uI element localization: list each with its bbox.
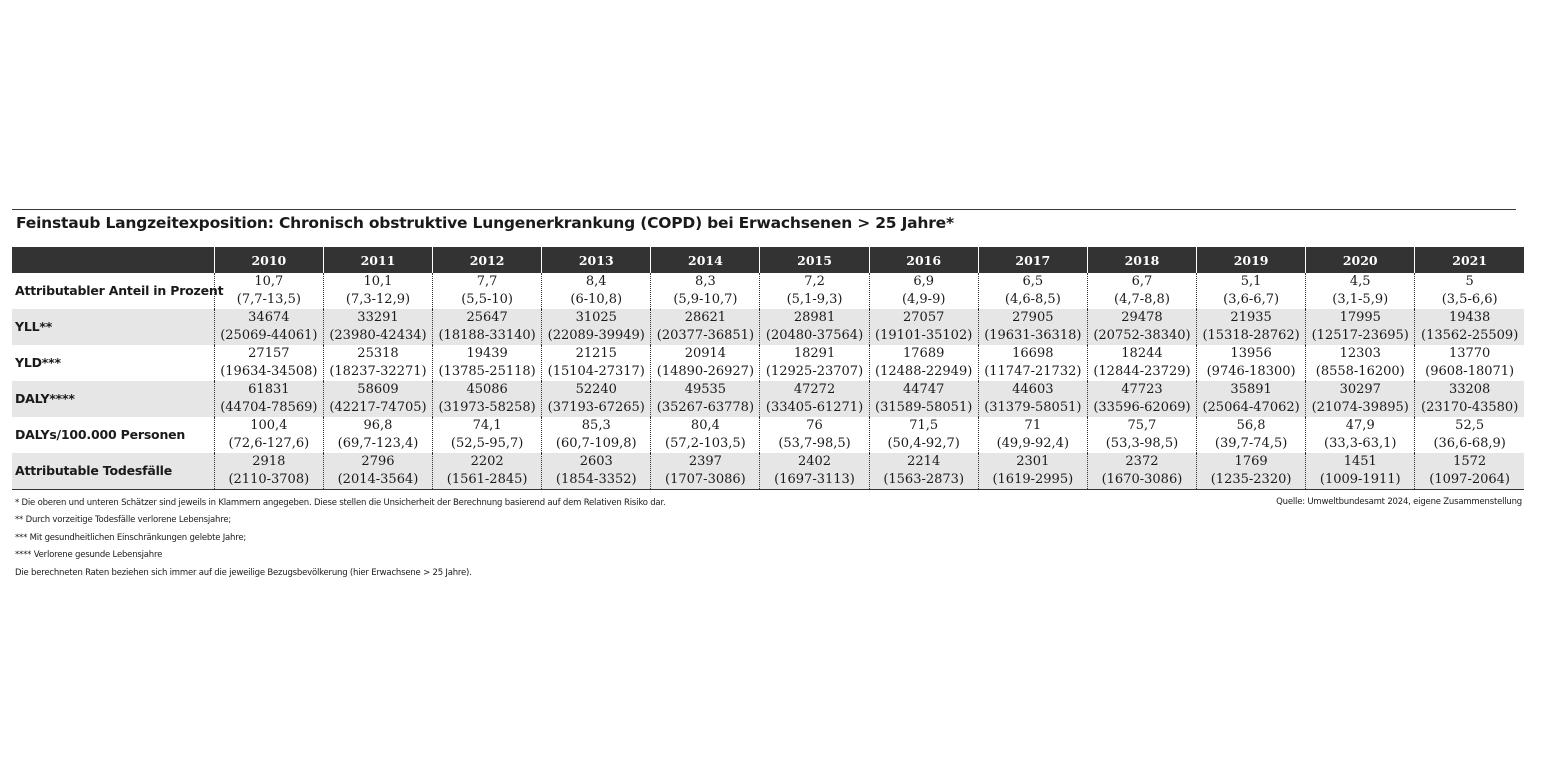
data-cell [651,345,760,381]
cell-value: 6,9 [913,274,935,289]
cell-range: (3,6-6,7) [1223,292,1280,307]
cell-range: (1697-3113) [774,472,855,487]
cell-value: 6,5 [1022,274,1044,289]
data-cell [651,309,760,345]
table-row [12,453,1524,490]
year-header: 2015 [760,247,869,273]
year-header: 2017 [978,247,1087,273]
cell-value: 2301 [1016,454,1050,469]
data-cell [1197,345,1306,381]
cell-range: (1097-2064) [1429,472,1511,487]
data-cell [1415,453,1524,490]
cell-value: 49535 [684,382,727,397]
cell-range: (33596-62069) [1093,400,1191,415]
data-cell [869,309,978,345]
cell-value: 19439 [466,346,508,361]
cell-value: 28621 [684,310,727,325]
cell-range: (21074-39895) [1311,400,1409,415]
data-cell [542,417,651,453]
cell-value: 4,5 [1349,274,1371,289]
cell-value: 47723 [1121,382,1163,397]
row-label: Attributable Todesfälle [12,453,214,490]
footnote-uncertainty: * Die oberen und unteren Schätzer sind jeweils in Klammern angegeben. Diese stellen die Unsicherheit der Berechnung basierend auf dem Relativen Risiko dar. [15,498,666,508]
data-cell [214,453,323,490]
data-cell [978,345,1087,381]
top-rule [12,209,1516,210]
cell-range: (9746-18300) [1206,364,1296,379]
cell-range: (19101-35102) [875,328,973,343]
cell-value: 21215 [575,346,617,361]
footnote-yld: *** Mit gesundheitlichen Einschränkungen gelebte Jahre; [15,533,247,543]
cell-value: 7,7 [476,274,498,289]
cell-range: (19631-36318) [984,328,1082,343]
cell-range: (9608-18071) [1425,364,1515,379]
data-cell [760,453,869,490]
cell-range: (31973-58258) [438,400,536,415]
data-cell [1415,309,1524,345]
cell-value: 18291 [793,346,836,361]
cell-range: (22089-39949) [547,328,645,343]
cell-value: 1769 [1234,454,1268,469]
data-cell [1197,381,1306,417]
year-header: 2010 [214,247,323,273]
cell-value: 2918 [252,454,286,469]
cell-value: 58609 [357,382,399,397]
table-row [12,417,1524,453]
cell-value: 31025 [575,310,617,325]
cell-value: 2796 [361,454,395,469]
cell-range: (6-10,8) [570,292,623,307]
cell-range: (18237-32271) [329,364,427,379]
data-cell [1306,345,1415,381]
year-header: 2016 [869,247,978,273]
cell-value: 47272 [793,382,836,397]
cell-range: (44704-78569) [220,400,318,415]
data-cell [869,381,978,417]
cell-value: 6,7 [1131,274,1153,289]
cell-value: 27157 [248,346,290,361]
cell-range: (12925-23707) [765,364,864,379]
cell-range: (1854-3352) [555,472,637,487]
cell-value: 7,2 [804,274,825,289]
cell-value: 34674 [248,310,290,325]
cell-range: (36,6-68,9) [1433,436,1506,451]
data-cell [323,273,432,309]
data-cell [542,381,651,417]
year-header: 2018 [1087,247,1196,273]
data-cell [1415,381,1524,417]
data-cell [323,345,432,381]
cell-value: 1451 [1343,454,1377,469]
cell-value: 5 [1465,274,1474,289]
data-cell [1306,309,1415,345]
cell-value: 71 [1024,418,1042,433]
cell-value: 2372 [1125,454,1159,469]
cell-value: 71,5 [909,418,939,433]
data-cell [433,309,542,345]
data-cell [1087,453,1196,490]
data-cell [869,417,978,453]
footnote-yll: ** Durch vorzeitige Todesfälle verlorene Lebensjahre; [15,515,232,525]
cell-range: (2110-3708) [228,472,310,487]
data-cell [1306,453,1415,490]
cell-value: 27905 [1012,310,1054,325]
row-label: YLL** [12,309,214,345]
data-cell [323,381,432,417]
data-cell [869,273,978,309]
cell-range: (42217-74705) [329,400,427,415]
cell-value: 10,7 [254,274,284,289]
cell-value: 25647 [466,310,508,325]
footnote-rates: Die berechneten Raten beziehen sich immer auf die jeweilige Bezugsbevölkerung (hier Erwachsene > 25 Jahre). [15,568,472,578]
data-cell [1087,345,1196,381]
cell-value: 16698 [1012,346,1054,361]
table-title: Feinstaub Langzeitexposition: Chronisch obstruktive Lungenerkrankung (COPD) bei Erwachsenen > 25 Jahre* [16,214,954,232]
cell-range: (7,3-12,9) [345,292,411,307]
cell-range: (15318-28762) [1202,328,1300,343]
cell-value: 20914 [684,346,727,361]
cell-value: 2214 [907,454,941,469]
cell-range: (13785-25118) [438,364,536,379]
data-cell [760,417,869,453]
cell-range: (57,2-103,5) [665,436,746,451]
data-cell [1306,273,1415,309]
cell-range: (18188-33140) [438,328,536,343]
cell-value: 2202 [470,454,504,469]
year-header: 2020 [1306,247,1415,273]
cell-value: 52240 [575,382,617,397]
data-cell [433,453,542,490]
cell-range: (53,3-98,5) [1105,436,1179,451]
cell-value: 35891 [1230,382,1272,397]
data-cell [323,309,432,345]
data-cell [433,345,542,381]
data-cell [760,273,869,309]
cell-value: 25318 [357,346,399,361]
cell-value: 44603 [1012,382,1054,397]
cell-range: (11747-21732) [984,364,1082,379]
cell-range: (35267-63778) [656,400,755,415]
cell-range: (1009-1911) [1319,472,1401,487]
cell-range: (12488-22949) [875,364,973,379]
data-cell [869,453,978,490]
cell-range: (31589-58051) [875,400,973,415]
cell-range: (3,5-6,6) [1441,292,1498,307]
cell-range: (4,6-8,5) [1004,292,1061,307]
cell-range: (1235-2320) [1210,472,1292,487]
cell-value: 19438 [1448,310,1491,325]
cell-range: (31379-58051) [984,400,1082,415]
data-cell [433,381,542,417]
cell-value: 10,1 [363,274,393,289]
cell-value: 17995 [1339,310,1381,325]
data-cell [214,309,323,345]
cell-range: (20377-36851) [656,328,755,343]
cell-range: (20480-37564) [765,328,864,343]
data-cell [651,417,760,453]
data-cell [1415,345,1524,381]
cell-value: 74,1 [472,418,502,433]
cell-range: (23170-43580) [1421,400,1519,415]
data-cell [542,453,651,490]
cell-range: (19634-34508) [220,364,318,379]
data-cell [651,381,760,417]
data-cell [978,309,1087,345]
cell-range: (33,3-63,1) [1324,436,1397,451]
cell-value: 47,9 [1345,418,1375,433]
data-cell [433,273,542,309]
data-cell [1306,417,1415,453]
cell-value: 61831 [248,382,290,397]
cell-value: 2397 [688,454,722,469]
cell-range: (5,9-10,7) [673,292,738,307]
cell-value: 2402 [797,454,832,469]
cell-range: (1561-2845) [446,472,528,487]
cell-range: (1563-2873) [883,472,965,487]
cell-range: (13562-25509) [1421,328,1519,343]
year-header: 2019 [1197,247,1306,273]
data-cell [323,453,432,490]
cell-value: 5,1 [1240,274,1262,289]
year-header: 2011 [323,247,432,273]
cell-value: 29478 [1121,310,1163,325]
data-cell [542,273,651,309]
year-header: 2021 [1415,247,1524,273]
cell-range: (20752-38340) [1093,328,1191,343]
cell-value: 85,3 [581,418,611,433]
cell-range: (60,7-109,8) [555,436,637,451]
data-cell [978,453,1087,490]
data-cell [651,453,760,490]
data-cell [1087,273,1196,309]
data-cell [323,417,432,453]
cell-range: (72,6-127,6) [228,436,310,451]
table-row [12,273,1524,309]
cell-range: (39,7-74,5) [1214,436,1288,451]
row-label: YLD*** [15,355,61,370]
header-row [12,247,1524,273]
table-row [12,381,1524,417]
cell-range: (1707-3086) [665,472,746,487]
cell-value: 21935 [1230,310,1272,325]
cell-range: (69,7-123,4) [337,436,419,451]
cell-value: 28981 [793,310,836,325]
data-cell [1087,309,1196,345]
data-cell [760,381,869,417]
cell-value: 8,3 [695,274,716,289]
data-cell [542,345,651,381]
cell-value: 76 [806,418,823,433]
year-header: 2013 [542,247,651,273]
cell-range: (5,5-10) [461,292,513,307]
cell-value: 75,7 [1127,418,1157,433]
cell-range: (15104-27317) [547,364,645,379]
data-cell [433,417,542,453]
year-header: 2014 [651,247,760,273]
cell-value: 44747 [903,382,945,397]
cell-range: (5,1-9,3) [786,292,843,307]
cell-range: (14890-26927) [656,364,755,379]
data-cell [978,273,1087,309]
cell-range: (37193-67265) [547,400,645,415]
cell-value: 2603 [579,454,613,469]
cell-range: (12844-23729) [1093,364,1191,379]
data-cell [1197,453,1306,490]
row-label: DALY**** [12,381,214,417]
cell-range: (4,7-8,8) [1114,292,1170,307]
data-cell [1415,273,1524,309]
cell-value: 18244 [1121,346,1163,361]
cell-value: 12303 [1339,346,1381,361]
header-corner [12,247,214,273]
data-cell [760,309,869,345]
cell-range: (3,1-5,9) [1332,292,1389,307]
data-cell [978,381,1087,417]
cell-range: (4,9-9) [901,292,946,307]
cell-value: 8,4 [585,274,607,289]
cell-value: 13770 [1448,346,1491,361]
cell-range: (8558-16200) [1315,364,1405,379]
data-cell [214,417,323,453]
data-cell [214,273,323,309]
data-cell [760,345,869,381]
data-cell [214,345,323,381]
data-cell [542,309,651,345]
cell-value: 100,4 [250,418,288,433]
cell-range: (2014-3564) [337,472,419,487]
data-cell [1087,381,1196,417]
table-row [12,345,1524,381]
cell-value: 96,8 [363,418,393,433]
cell-value: 27057 [903,310,945,325]
cell-range: (52,5-95,7) [450,436,524,451]
data-cell [869,345,978,381]
cell-range: (49,9-92,4) [996,436,1070,451]
cell-value: 13956 [1230,346,1272,361]
cell-value: 33208 [1448,382,1491,397]
data-cell [1197,273,1306,309]
cell-range: (23980-42434) [329,328,427,343]
copd-table [12,247,1524,490]
data-cell [651,273,760,309]
cell-range: (12517-23695) [1311,328,1409,343]
data-cell [1306,381,1415,417]
cell-value: 30297 [1339,382,1381,397]
cell-value: 80,4 [690,418,720,433]
data-cell [1415,417,1524,453]
data-cell [214,381,323,417]
cell-range: (7,7-13,5) [236,292,301,307]
cell-value: 52,5 [1455,418,1485,433]
cell-value: 33291 [357,310,399,325]
cell-value: 17689 [903,346,945,361]
footnote-daly: **** Verlorene gesunde Lebensjahre [15,550,163,560]
cell-range: (25069-44061) [220,328,318,343]
data-cell [978,417,1087,453]
table-row [12,309,1524,345]
cell-value: 1572 [1453,454,1487,469]
cell-range: (53,7-98,5) [778,436,851,451]
source-note: Quelle: Umweltbundesamt 2024, eigene Zusammenstellung [1276,497,1522,507]
cell-range: (1619-2995) [992,472,1074,487]
data-cell [1087,417,1196,453]
cell-value: 45086 [466,382,508,397]
cell-range: (1670-3086) [1101,472,1183,487]
year-header: 2012 [433,247,542,273]
cell-range: (25064-47062) [1202,400,1300,415]
cell-range: (50,4-92,7) [887,436,960,451]
cell-range: (33405-61271) [765,400,864,415]
data-cell [1197,417,1306,453]
row-label: Attributabler Anteil in Prozent [15,283,224,298]
data-cell [1197,309,1306,345]
row-label: DALYs/100.000 Personen [15,427,186,442]
cell-value: 56,8 [1236,418,1266,433]
